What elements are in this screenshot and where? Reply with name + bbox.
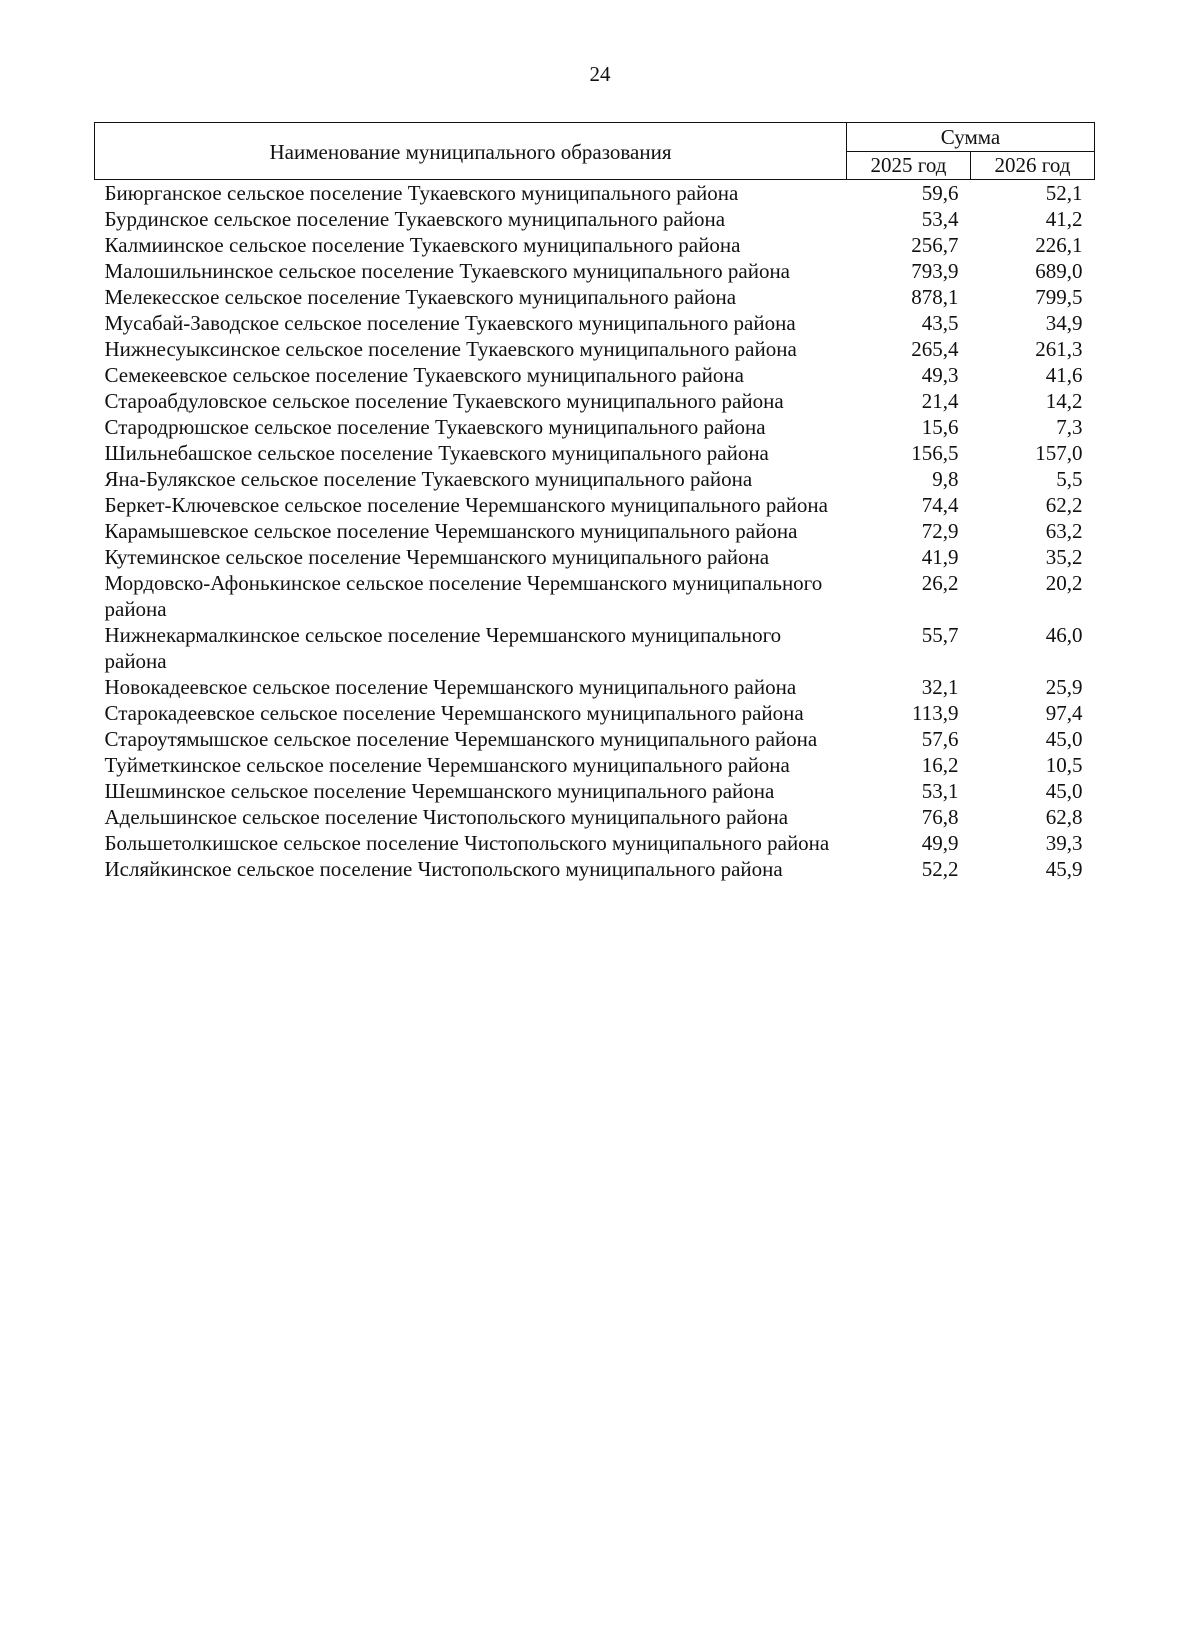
municipality-name: Туйметкинское сельское поселение Черемшанского муниципального района xyxy=(104,753,790,777)
amount-2026: 226,1 xyxy=(1035,233,1083,257)
amount-2025: 57,6 xyxy=(921,727,959,751)
table-row xyxy=(95,466,1095,492)
table-row xyxy=(95,232,1095,258)
amount-2025: 53,1 xyxy=(921,779,959,803)
amount-2025: 16,2 xyxy=(921,753,959,777)
amount-2026: 45,9 xyxy=(1045,857,1083,881)
municipality-name: Исляйкинское сельское поселение Чистопольского муниципального района xyxy=(104,857,783,881)
amount-2026: 39,3 xyxy=(1045,831,1083,855)
amount-2025: 15,6 xyxy=(921,415,959,439)
table-row xyxy=(95,752,1095,778)
municipality-name: Семекеевское сельское поселение Тукаевского муниципального района xyxy=(104,363,744,387)
table-row xyxy=(95,414,1095,440)
table-row xyxy=(95,726,1095,752)
municipality-name: Шешминское сельское поселение Черемшанского муниципального района xyxy=(104,779,775,803)
municipality-name: Мордовско-Афонькинское сельское поселение Черемшанского муниципального района xyxy=(104,571,823,621)
table-row xyxy=(95,362,1095,388)
municipality-name: Стародрюшское сельское поселение Тукаевского муниципального района xyxy=(104,415,766,439)
amount-2026: 41,6 xyxy=(1045,363,1083,387)
amount-2025: 43,5 xyxy=(921,311,959,335)
header-name: Наименование муниципального образования xyxy=(95,123,847,180)
amount-2026: 10,5 xyxy=(1045,753,1083,777)
amount-2026: 45,0 xyxy=(1045,779,1083,803)
municipality-name: Нижнекармалкинское сельское поселение Черемшанского муниципального района xyxy=(104,623,782,673)
amount-2026: 63,2 xyxy=(1045,519,1083,543)
municipality-name: Старокадеевское сельское поселение Черемшанского муниципального района xyxy=(104,701,804,725)
budget-table xyxy=(94,122,1095,882)
municipality-name: Яна-Булякское сельское поселение Тукаевского муниципального района xyxy=(104,467,753,491)
amount-2025: 32,1 xyxy=(921,675,959,699)
table-row xyxy=(95,336,1095,362)
amount-2025: 156,5 xyxy=(911,441,959,465)
amount-2025: 256,7 xyxy=(911,233,959,257)
amount-2025: 878,1 xyxy=(911,285,959,309)
amount-2026: 46,0 xyxy=(1045,623,1083,647)
amount-2026: 5,5 xyxy=(1056,467,1083,491)
table-row xyxy=(95,778,1095,804)
amount-2025: 21,4 xyxy=(921,389,959,413)
table-row xyxy=(95,492,1095,518)
page-number: 24 xyxy=(589,62,611,86)
amount-2026: 7,3 xyxy=(1056,415,1083,439)
amount-2026: 14,2 xyxy=(1045,389,1083,413)
amount-2026: 41,2 xyxy=(1045,207,1083,231)
amount-2026: 157,0 xyxy=(1035,441,1083,465)
table-row xyxy=(95,284,1095,310)
table-row xyxy=(95,440,1095,466)
amount-2025: 41,9 xyxy=(921,545,959,569)
amount-2026: 261,3 xyxy=(1035,337,1083,361)
amount-2026: 62,8 xyxy=(1045,805,1083,829)
header-year-2025: 2025 год xyxy=(847,152,971,180)
amount-2026: 35,2 xyxy=(1045,545,1083,569)
amount-2025: 9,8 xyxy=(932,467,959,491)
amount-2025: 53,4 xyxy=(921,207,959,231)
municipality-name: Шильнебашское сельское поселение Тукаевского муниципального района xyxy=(104,441,769,465)
municipality-name: Мелекесское сельское поселение Тукаевского муниципального района xyxy=(104,285,737,309)
municipality-name: Новокадеевское сельское поселение Черемшанского муниципального района xyxy=(104,675,797,699)
municipality-name: Малошильнинское сельское поселение Тукаевского муниципального района xyxy=(104,259,791,283)
table-row xyxy=(95,180,1095,207)
amount-2026: 689,0 xyxy=(1035,259,1083,283)
table-body xyxy=(95,180,1095,883)
amount-2025: 76,8 xyxy=(921,805,959,829)
table-row xyxy=(95,388,1095,414)
table-row xyxy=(95,310,1095,336)
amount-2025: 113,9 xyxy=(912,701,959,725)
header-year-2026: 2026 год xyxy=(971,152,1095,180)
table-row xyxy=(95,518,1095,544)
amount-2025: 55,7 xyxy=(921,623,959,647)
amount-2025: 49,9 xyxy=(921,831,959,855)
amount-2025: 59,6 xyxy=(921,181,959,205)
amount-2026: 97,4 xyxy=(1045,701,1083,725)
municipality-name: Мусабай-Заводское сельское поселение Тукаевского муниципального района xyxy=(104,311,796,335)
municipality-name: Адельшинское сельское поселение Чистопольского муниципального района xyxy=(104,805,789,829)
table-header xyxy=(95,123,1095,180)
table-row xyxy=(95,674,1095,700)
municipality-name: Беркет-Ключевское сельское поселение Черемшанского муниципального района xyxy=(104,493,828,517)
amount-2026: 20,2 xyxy=(1045,571,1083,595)
table-row xyxy=(95,206,1095,232)
municipality-name: Карамышевское сельское поселение Черемшанского муниципального района xyxy=(104,519,798,543)
table-row xyxy=(95,830,1095,856)
municipality-name: Бурдинское сельское поселение Тукаевского муниципального района xyxy=(104,207,726,231)
table-row xyxy=(95,544,1095,570)
municipality-name: Староутямышское сельское поселение Черемшанского муниципального района xyxy=(104,727,818,751)
amount-2025: 26,2 xyxy=(921,571,959,595)
table-row xyxy=(95,622,1095,674)
amount-2025: 52,2 xyxy=(921,857,959,881)
municipality-name: Кутеминское сельское поселение Черемшанского муниципального района xyxy=(104,545,770,569)
amount-2026: 52,1 xyxy=(1045,181,1083,205)
amount-2026: 62,2 xyxy=(1045,493,1083,517)
amount-2025: 74,4 xyxy=(921,493,959,517)
amount-2026: 799,5 xyxy=(1035,285,1083,309)
amount-2025: 72,9 xyxy=(921,519,959,543)
municipality-name: Калмиинское сельское поселение Тукаевского муниципального района xyxy=(104,233,741,257)
amount-2025: 793,9 xyxy=(911,259,959,283)
municipality-name: Биюрганское сельское поселение Тукаевского муниципального района xyxy=(104,181,739,205)
amount-2026: 25,9 xyxy=(1045,675,1083,699)
municipality-name: Большетолкишское сельское поселение Чистопольского муниципального района xyxy=(104,831,830,855)
municipality-name: Староабдуловское сельское поселение Тукаевского муниципального района xyxy=(104,389,784,413)
amount-2026: 34,9 xyxy=(1045,311,1083,335)
header-sum: Сумма xyxy=(847,123,1095,152)
table-row xyxy=(95,856,1095,882)
municipality-name: Нижнесуыксинское сельское поселение Тукаевского муниципального района xyxy=(104,337,797,361)
table-row xyxy=(95,570,1095,622)
table-row xyxy=(95,700,1095,726)
amount-2025: 265,4 xyxy=(911,337,959,361)
table-row xyxy=(95,258,1095,284)
amount-2026: 45,0 xyxy=(1045,727,1083,751)
amount-2025: 49,3 xyxy=(921,363,959,387)
table-row xyxy=(95,804,1095,830)
